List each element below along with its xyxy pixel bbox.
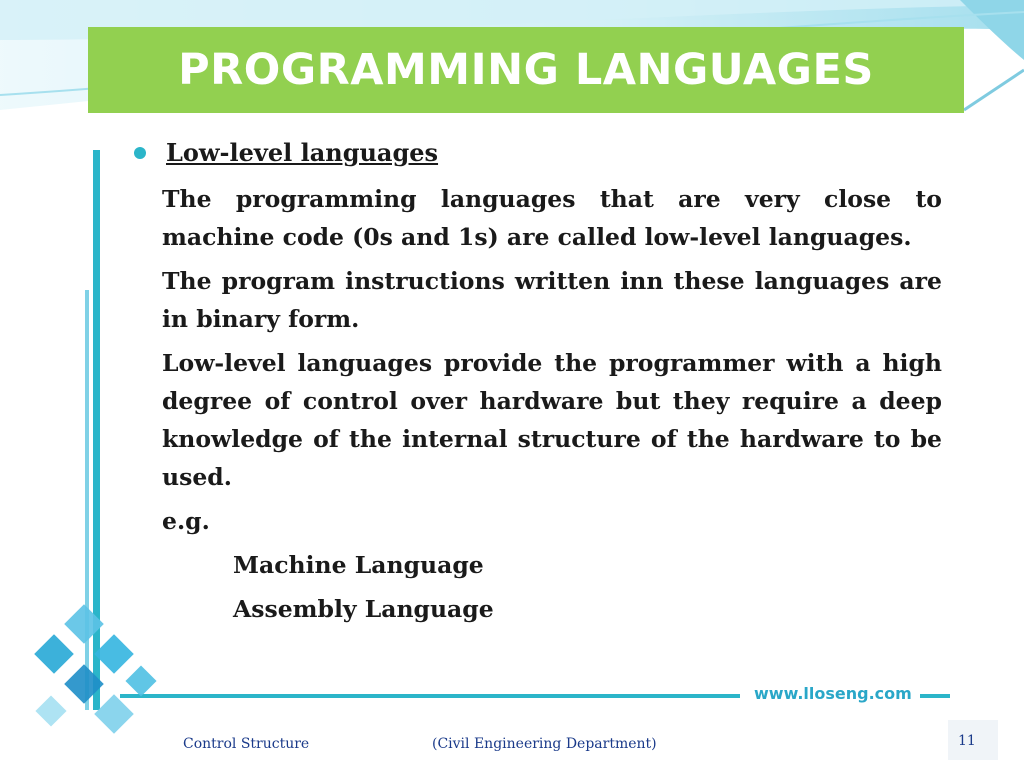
website-url: www.lloseng.com	[754, 684, 912, 703]
slide-content	[130, 134, 942, 628]
footer-left-text: Control Structure	[183, 736, 310, 752]
footer-center-text: (Civil Engineering Department)	[432, 736, 657, 752]
example-label: e.g.	[162, 507, 210, 535]
title-bar	[88, 27, 964, 113]
bullet-heading: Low-level languages	[166, 138, 439, 167]
paragraph-3: Low-level languages provide the programmer with a high degree of control over hardware but they require a deep knowledge of the internal structure of the hardware to be used.	[162, 349, 942, 491]
paragraph-1: The programming languages that are very close to machine code (0s and 1s) are called low-level languages.	[162, 185, 942, 251]
example-item-2: Assembly Language	[233, 595, 494, 623]
paragraph-2: The program instructions written inn these languages are in binary form.	[162, 267, 942, 333]
bullet-item	[130, 134, 942, 172]
page-number: 11	[958, 733, 976, 749]
bullet-icon	[134, 147, 146, 159]
example-item-1: Machine Language	[233, 551, 484, 579]
slide-title: PROGRAMMING LANGUAGES	[178, 45, 874, 95]
